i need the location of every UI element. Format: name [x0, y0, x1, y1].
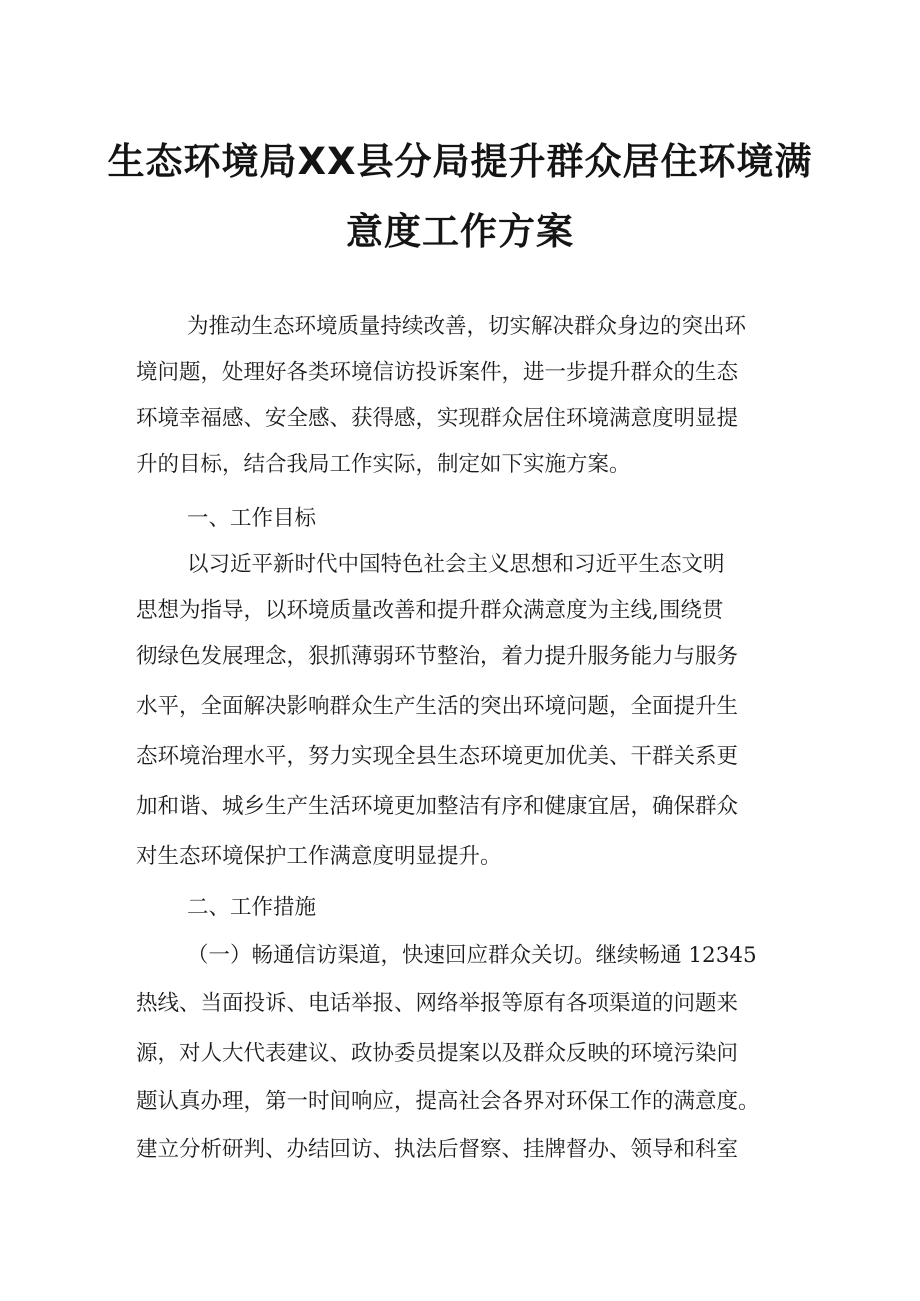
section2-line: 源，对人大代表建议、政协委员提案以及群众反映的环境污染问 — [136, 1041, 739, 1066]
section1-line: 以习近平新时代中国特色社会主义思想和习近平生态文明 — [187, 552, 725, 577]
section2-line: 题认真办理，第一时间响应，提高社会各界对环保工作的满意度。 — [136, 1089, 760, 1114]
section2-line: 热线、当面投诉、电话举报、网络举报等原有各项渠道的问题来 — [136, 991, 739, 1016]
section2-line: 建立分析研判、办结回访、执法后督察、挂牌督办、领导和科室 — [136, 1137, 739, 1162]
intro-line: 升的目标，结合我局工作实际，制定如下实施方案。 — [136, 452, 631, 477]
section1-line: 对生态环境保护工作满意度明显提升。 — [136, 844, 502, 869]
intro-line: 境问题，处理好各类环境信访投诉案件，进一步提升群众的生态 — [136, 360, 739, 385]
section1-line: 加和谐、城乡生产生活环境更加整洁有序和健康宜居，确保群众 — [136, 794, 739, 819]
section1-line: 彻绿色发展理念，狠抓薄弱环节整治，着力提升服务能力与服务 — [136, 644, 739, 669]
document-title-line-1: 生态环境局XX县分局提升群众居住环境满 — [107, 140, 813, 183]
section2-line: （一）畅通信访渠道，快速回应群众关切。继续畅通 12345 — [187, 943, 757, 968]
section-heading-work-goals: 一、工作目标 — [187, 506, 317, 531]
intro-line: 环境幸福感、安全感、获得感，实现群众居住环境满意度明显提 — [136, 406, 739, 431]
section-heading-work-measures: 二、工作措施 — [187, 895, 317, 920]
section1-line: 态环境治理水平，努力实现全县生态环境更加优美、干群关系更 — [136, 744, 739, 769]
document-title-line-2: 意度工作方案 — [346, 210, 574, 253]
intro-line: 为推动生态环境质量持续改善，切实解决群众身边的突出环 — [187, 314, 747, 339]
section1-line: 思想为指导，以环境质量改善和提升群众满意度为主线,围绕贯 — [136, 598, 724, 623]
section1-line: 水平，全面解决影响群众生产生活的突出环境问题，全面提升生 — [136, 694, 739, 719]
